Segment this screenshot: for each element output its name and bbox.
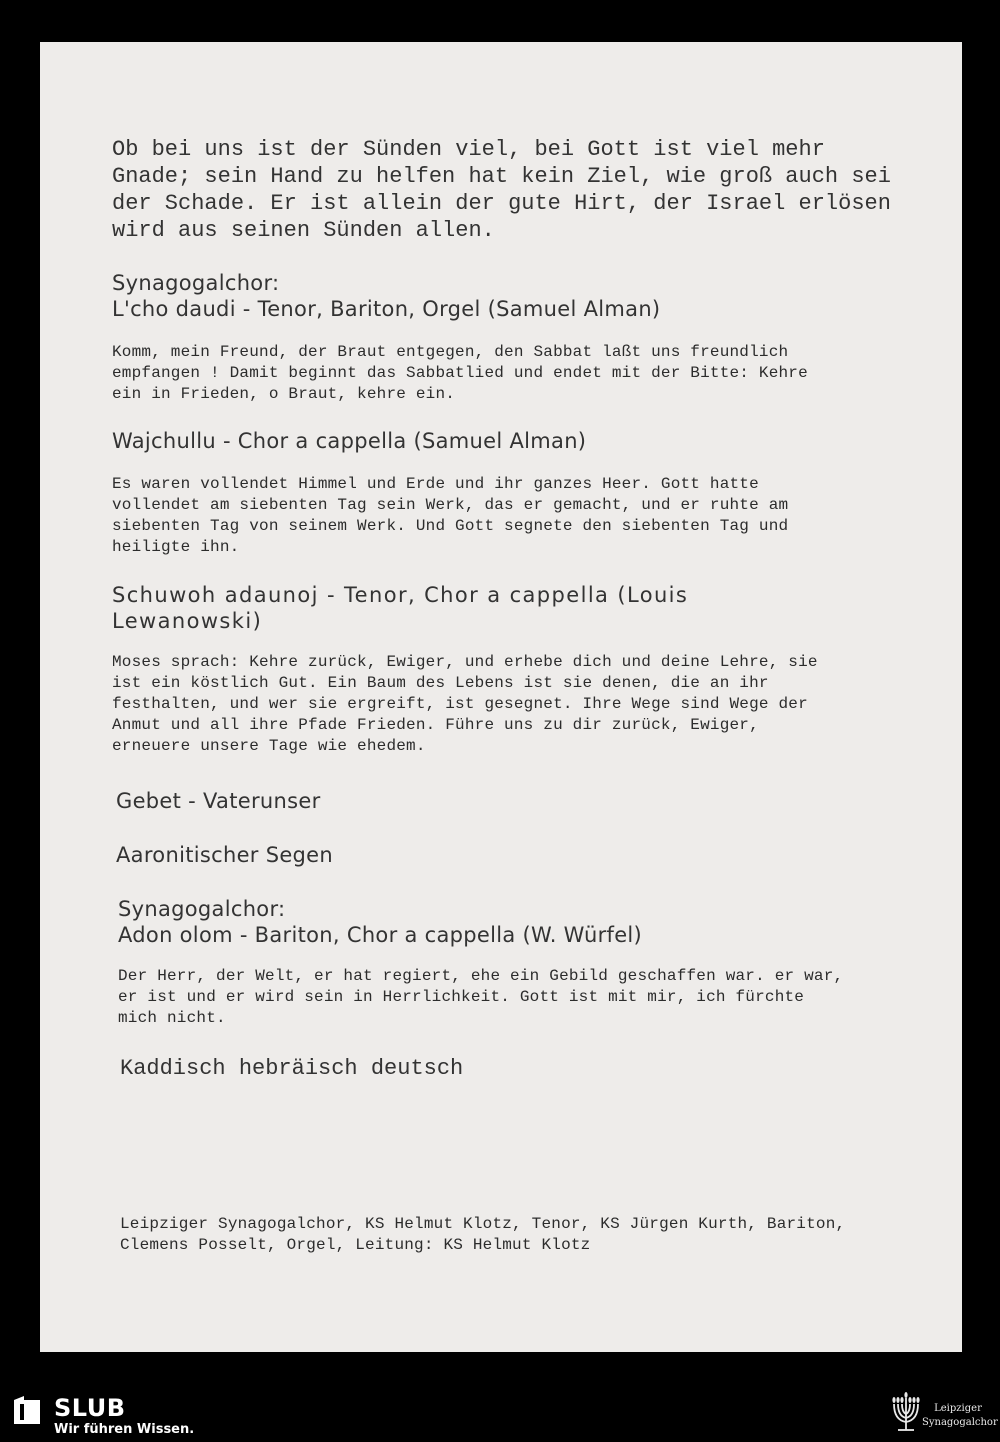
text-line: Moses sprach: Kehre zurück, Ewiger, und erhebe dich und deine Lehre, sie — [112, 653, 818, 671]
text-line: vollendet am siebenten Tag sein Werk, das er gemacht, und er ruhte am — [112, 496, 789, 514]
text-line: erneuere unsere Tage wie ehedem. — [112, 737, 426, 755]
section-title: Aaronitischer Segen — [116, 843, 334, 867]
text-line: er ist und er wird sein in Herrlichkeit. Gott ist mit mir, ich fürchte — [118, 988, 805, 1006]
footer-bar — [0, 1388, 1000, 1442]
intro-line: wird aus seinen Sünden allen. — [112, 218, 495, 243]
slub-book-icon — [14, 1396, 40, 1424]
credits-line: Clemens Posselt, Orgel, Leitung: KS Helmut Klotz — [120, 1236, 591, 1254]
text-line: Es waren vollendet Himmel und Erde und ihr ganzes Heer. Gott hatte — [112, 475, 759, 493]
choir-name — [922, 1402, 998, 1430]
intro-paragraph — [112, 136, 906, 244]
text-line: siebenten Tag von seinem Werk. Und Gott segnete den siebenten Tag und — [112, 517, 789, 535]
intro-line: Ob bei uns ist der Sünden viel, bei Gott ist viel mehr — [112, 137, 825, 162]
text-line: empfangen ! Damit beginnt das Sabbatlied und endet mit der Bitte: Kehre — [112, 364, 808, 382]
library-slogan: Wir führen Wissen. — [54, 1422, 195, 1437]
text-line: Anmut und all ihre Pfade Frieden. Führe uns zu dir zurück, Ewiger, — [112, 716, 759, 734]
menorah-icon — [886, 1390, 926, 1438]
library-name[interactable]: SLUB — [54, 1394, 126, 1422]
section-text — [112, 342, 906, 405]
section-title — [112, 582, 906, 634]
text-line: Komm, mein Freund, der Braut entgegen, den Sabbat laßt uns freundlich — [112, 343, 789, 361]
title-line: Schuwoh adaunoj - Tenor, Chor a cappella (Louis — [112, 583, 689, 607]
section-title: Kaddisch hebräisch deutsch — [120, 1056, 464, 1081]
title-line: Lewanowski) — [112, 609, 263, 633]
text-line: mich nicht. — [118, 1009, 226, 1027]
section-title: Adon olom - Bariton, Chor a cappella (W. Würfel) — [118, 923, 643, 947]
text-line: Der Herr, der Welt, er hat regiert, ehe ein Gebild geschaffen war. er war, — [118, 967, 844, 985]
section-text — [112, 474, 906, 558]
section-title: Gebet - Vaterunser — [116, 789, 321, 813]
intro-line: der Schade. Er ist allein der gute Hirt, der Israel erlösen — [112, 191, 891, 216]
section-text — [112, 652, 906, 757]
text-line: ist ein köstlich Gut. Ein Baum des Lebens ist sie denen, die an ihr — [112, 674, 769, 692]
section-title: Wajchullu - Chor a cappella (Samuel Alman) — [112, 429, 587, 453]
section-text — [118, 966, 908, 1029]
section-title: L'cho daudi - Tenor, Bariton, Orgel (Samuel Alman) — [112, 297, 661, 321]
section-label: Synagogalchor: — [112, 271, 280, 295]
text-line: festhalten, und wer sie ergreift, ist gesegnet. Ihre Wege sind Wege der — [112, 695, 808, 713]
text-line: ein in Frieden, o Braut, kehre ein. — [112, 385, 456, 403]
choir-name-line: Leipziger — [934, 1403, 982, 1414]
text-line: heiligte ihn. — [112, 538, 240, 556]
intro-line: Gnade; sein Hand zu helfen hat kein Ziel, wie groß auch sei — [112, 164, 891, 189]
choir-name-line: Synagogalchor — [922, 1417, 998, 1428]
section-label: Synagogalchor: — [118, 897, 286, 921]
credits-line: Leipziger Synagogalchor, KS Helmut Klotz, Tenor, KS Jürgen Kurth, Bariton, — [120, 1215, 846, 1233]
credits — [120, 1214, 910, 1256]
